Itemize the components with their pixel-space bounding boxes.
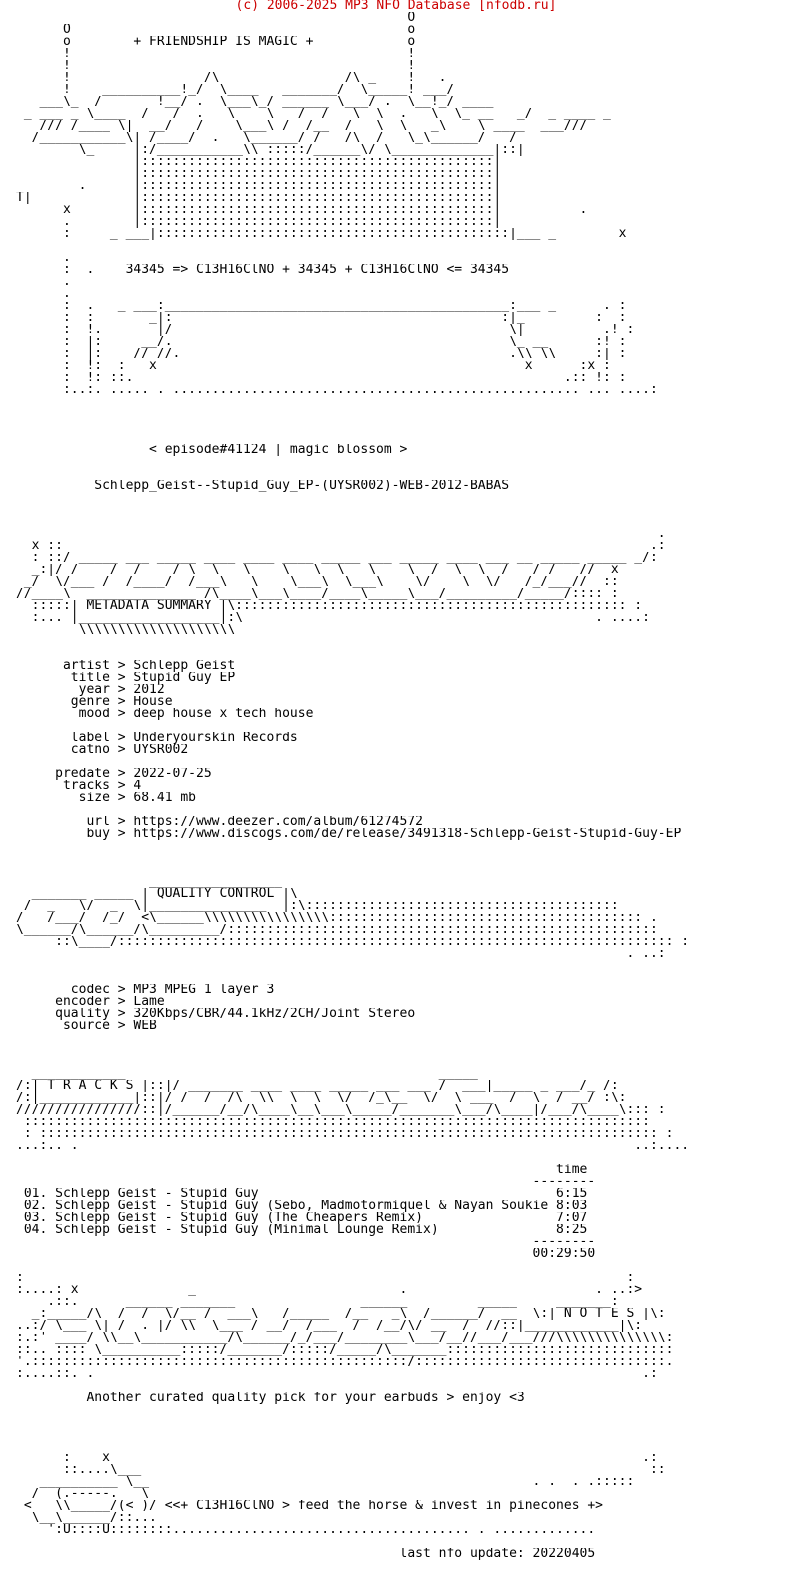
- nfo-line: :::::| METADATA SUMMARY |\:::::::::::::::::::::::::::::::::::::::::::::::::: :: [16, 600, 643, 612]
- nfo-line: encoder > Lame: [16, 996, 165, 1008]
- nfo-line: /:|____________|::|/ / / /\ \\ \ \ \/ /_\__ \/ \ ___ / \ / __/ :\:: [16, 1092, 627, 1104]
- nfo-line: [16, 960, 689, 972]
- nfo-line: label > Underyourskin Records: [16, 732, 298, 744]
- nfo-line: : ::/ _____ ___ _____ ____ ____ ____ _____ ___ _____ ____ ___ __ _____ _____ _/:: [16, 552, 658, 564]
- nfo-line: o + FRIENDSHIP IS MAGIC + o: [16, 36, 416, 48]
- nfo-line: [16, 396, 689, 408]
- nfo-line: ! __________!_/ \____ _______/ \_____! ___/: [16, 84, 455, 96]
- nfo-line: ////////////////::|/______/__/\____\__\___\_____/_______\___/\____|/___/\____\::: :: [16, 1104, 666, 1116]
- nfo-line: /:| T R A C K S |::|/ _______ ____ ____ _____ ___ ___ / ___|_____ _ ___/_ /:: [16, 1080, 619, 1092]
- nfo-line: artist > Schlepp Geist: [16, 660, 236, 672]
- nfo-line: ...:.. . ..:....: [16, 1140, 690, 1152]
- nfo-line: [16, 1404, 689, 1416]
- nfo-line: [16, 1380, 689, 1392]
- nfo-line: _:|/ / / / / \ \ \ \ \ \ \ \ / \ \ / / / // x: [16, 564, 619, 576]
- nfo-line: [16, 972, 689, 984]
- nfo-line: \__\______/::...: [16, 1512, 157, 1524]
- nfo-line: year > 2012: [16, 684, 165, 696]
- nfo-line: //____\ ______________ /\____\___\____/____\_____\___/_________/_____/:::: :: [16, 588, 619, 600]
- nfo-line: [16, 756, 689, 768]
- nfo-line: [16, 504, 689, 516]
- nfo-line: catno > UYSR002: [16, 744, 189, 756]
- nfo-line: ! /\ /\ _ ! .: [16, 72, 447, 84]
- nfo-line: genre > House: [16, 696, 173, 708]
- nfo-line: [16, 1152, 689, 1164]
- nfo-line: : !: ::. .:: !: :: [16, 372, 627, 384]
- nfo-line: : !. |/ \| .! :: [16, 324, 635, 336]
- nfo-line: :... |__________________|:\ . ....:: [16, 612, 650, 624]
- nfo-line: '.::::::::::::::::::::::::::::::::::::::::::::::::/::::::::::::::::::::::::::::::::.: [16, 1356, 674, 1368]
- nfo-line: [16, 864, 689, 876]
- nfo-line: [16, 492, 689, 504]
- nfo-line: url > https://www.deezer.com/album/61274572: [16, 816, 423, 828]
- nfo-line: ___\_ / !__/ . \___\_/ ______ \___/ . \__!_/ ____: [16, 96, 494, 108]
- nfo-line: :.:' ____/ \\__\___________/\______/_/___/________\___/__//___/___///\\\\\\\\\\\\\\:: [16, 1332, 674, 1344]
- nfo-line: [16, 1056, 689, 1068]
- nfo-line: [16, 720, 689, 732]
- nfo-line: _ ___ _ \____ / / . \ \ / / \ \ . \ \_ __ _/ _ ____ _: [16, 108, 611, 120]
- nfo-line: source > WEB: [16, 1020, 157, 1032]
- nfo-line: Schlepp_Geist--Stupid_Guy_EP-(UYSR002)-WEB-2012-BABAS: [16, 480, 510, 492]
- nfo-line: : :: [16, 1272, 635, 1284]
- nfo-line: Another curated quality pick for your earbuds > enjoy <3: [16, 1392, 525, 1404]
- nfo-line: _________________: [16, 876, 283, 888]
- nfo-text-body: [16, 12, 689, 1560]
- nfo-line: .::. ______ _______ ______ _____ _______:: [16, 1296, 619, 1308]
- nfo-line: --------: [16, 1236, 596, 1248]
- nfo-line: --------: [16, 1176, 596, 1188]
- nfo-line: : |: __/. \_ __ :! :: [16, 336, 627, 348]
- nfo-line: [16, 408, 689, 420]
- nfo-line: : _ ___|:::::::::::::::::::::::::::::::::::::::::::::|___ _ x: [16, 228, 627, 240]
- nfo-line: : x .:: [16, 1452, 658, 1464]
- nfo-line: size > 68.41 mb: [16, 792, 197, 804]
- nfo-line: :..:. ..... . .................................................... ... ....:: [16, 384, 658, 396]
- nfo-line: last nfo update: 20220405: [16, 1548, 596, 1560]
- nfo-line: mood > deep house x tech house: [16, 708, 314, 720]
- nfo-line: / (.-----. \: [16, 1488, 150, 1500]
- nfo-line: _/ \/___ / /____/ /___\ \ \___\ \___\ \/ \ \/ /_/___// ::: [16, 576, 619, 588]
- nfo-line: [16, 516, 689, 528]
- nfo-line: quality > 320Kbps/CBR/44.1kHz/2CH/Joint Stereo: [16, 1008, 416, 1020]
- nfo-line: .: [16, 288, 71, 300]
- nfo-line: |:::::::::::::::::::::::::::::::::::::::::::::|: [16, 156, 502, 168]
- nfo-line: _______ _____ | QUALITY CONTROL |\: [16, 888, 298, 900]
- nfo-line: x |:::::::::::::::::::::::::::::::::::::::::::::| .: [16, 204, 588, 216]
- nfo-line: [16, 1428, 689, 1440]
- nfo-line: ':U::::U::::::::...................................... . .............: [16, 1524, 596, 1536]
- nfo-line: ::....\___ ::: [16, 1464, 666, 1476]
- nfo-line: tracks > 4: [16, 780, 142, 792]
- nfo-line: / _ \/ _ \|_______________ |:\::::::::::::::::::::::::::::::::::::::::: [16, 900, 619, 912]
- nfo-line: [16, 456, 689, 468]
- nfo-line: O o: [16, 24, 416, 36]
- nfo-line: < \\_____/(< )/ <<+ C13H16ClNO > feed the horse & invest in pinecones +>: [16, 1500, 603, 1512]
- nfo-line: : . _ ___:____________________________________________:___ _ . :: [16, 300, 627, 312]
- nfo-line: 04. Schlepp Geist - Stupid Guy (Minimal Lounge Remix) 8:25: [16, 1224, 588, 1236]
- nfo-line: . ..:: [16, 948, 666, 960]
- nfo-line: buy > https://www.discogs.com/de/release/3491318-Schlepp-Geist-Stupid-Guy-EP: [16, 828, 682, 840]
- nfo-line: [16, 240, 689, 252]
- nfo-line: [16, 420, 689, 432]
- nfo-line: ..:/ \___ \| / . |/ \\ \___ / __/ /___ / /__/\/ __ / //::|____________|\:: [16, 1320, 643, 1332]
- nfo-line: [16, 1044, 689, 1056]
- nfo-line: . |:::::::::::::::::::::::::::::::::::::::::::::|: [16, 180, 502, 192]
- nfo-line: 03. Schlepp Geist - Stupid Guy (The Cheapers Remix) 7:07: [16, 1212, 588, 1224]
- nfo-line: T| |:::::::::::::::::::::::::::::::::::::::::::::|: [16, 192, 502, 204]
- nfo-line: :....::. . .:: [16, 1368, 658, 1380]
- nfo-line: . |:::::::::::::::::::::::::::::::::::::::::::::|: [16, 216, 502, 228]
- nfo-line: [16, 840, 689, 852]
- nfo-line: [16, 432, 689, 444]
- nfo-line: ! !: [16, 48, 416, 60]
- nfo-line: 02. Schlepp Geist - Stupid Guy (Sebo, Madmotormiquel & Nayan Soukie 8:03: [16, 1200, 588, 1212]
- nfo-line: /// /____ \| __/ / \___\ / /__ / \ \ _\ \ ____ ___///: [16, 120, 588, 132]
- nfo-line: __________ \__ . . . .:::::: [16, 1476, 635, 1488]
- nfo-line: : !: : x x :x :: [16, 360, 611, 372]
- nfo-line: time: [16, 1164, 588, 1176]
- nfo-line: [16, 1260, 689, 1272]
- nfo-line: ::::::::::::::::::::::::::::::::::::::::::::::::::::::::::::::::::::::::::::::::: [16, 1116, 650, 1128]
- nfo-line: 01. Schlepp Geist - Stupid Guy 6:15: [16, 1188, 588, 1200]
- nfo-line: : ::::::::::::::::::::::::::::::::::::::::::::::::::::::::::::::::::::::::::::::: :: [16, 1128, 674, 1140]
- nfo-line: \______/\______/\_________/:::::::::::::::::::::::::::::::::::::::::::::::::::::::: [16, 924, 658, 936]
- nfo-line: .: [16, 276, 71, 288]
- nfo-line: /___________\| /____/ . \______/ / /\ / \_\______/ /: [16, 132, 517, 144]
- nfo-line: [16, 1440, 689, 1452]
- nfo-line: / /___/ /_/ <\______\\\\\\\\\\\\\\\\:::::::::::::::::::::::::::::::::::::::: .: [16, 912, 658, 924]
- nfo-line: [16, 1416, 689, 1428]
- nfo-line: title > Stupid Guy EP: [16, 672, 236, 684]
- nfo-line: .: [16, 528, 666, 540]
- nfo-line: ! !: [16, 60, 416, 72]
- nfo-line: : |: // //. .\\ \\ :| :: [16, 348, 627, 360]
- nfo-line: \\\\\\\\\\\\\\\\\\\\: [16, 624, 236, 636]
- nfo-line: : . 34345 => C13H16ClNO + 34345 + C13H16ClNO <= 34345: [16, 264, 510, 276]
- nfo-line: [16, 804, 689, 816]
- nfo-line: 00:29:50: [16, 1248, 596, 1260]
- nfo-line: [16, 852, 689, 864]
- nfo-line: \_ |:/___________\\ :::::/______\/ \_____________|::|: [16, 144, 525, 156]
- nfo-line: _:_____/\ / / \/__ / ___\ /_____ /__ _\ /______/ __ \:| N O T E S |\:: [16, 1308, 666, 1320]
- nfo-line: ::.. :::: \__________:::::/_______/:::::/_____/\_______:::::::::::::::::::::::::::::: [16, 1344, 674, 1356]
- nfo-line: O: [16, 12, 416, 24]
- nfo-line: [16, 1032, 689, 1044]
- nfo-line: : : _|: :|_ : :: [16, 312, 627, 324]
- nfo-line: |:::::::::::::::::::::::::::::::::::::::::::::|: [16, 168, 502, 180]
- nfo-line: < episode#41124 | magic blossom >: [16, 444, 408, 456]
- nfo-line: codec > MP3 MPEG 1 layer 3: [16, 984, 275, 996]
- nfodb-copyright-header: (c) 2006-2025 MP3 NFO Database [nfodb.ru]: [235, 0, 557, 13]
- nfo-line: x :: .:: [16, 540, 666, 552]
- nfo-line: predate > 2022-07-25: [16, 768, 212, 780]
- nfo-line: :....: x _ . . ..:>: [16, 1284, 643, 1296]
- nfo-line: [16, 1536, 689, 1548]
- nfo-line: [16, 648, 689, 660]
- nfo-line: [16, 468, 689, 480]
- nfo-line: .: [16, 252, 71, 264]
- nfo-line: ::\____/::::::::::::::::::::::::::::::::::::::::::::::::::::::::::::::::::::::: :: [16, 936, 690, 948]
- nfo-line: [16, 636, 689, 648]
- nfo-line: ____________ _____: [16, 1068, 478, 1080]
